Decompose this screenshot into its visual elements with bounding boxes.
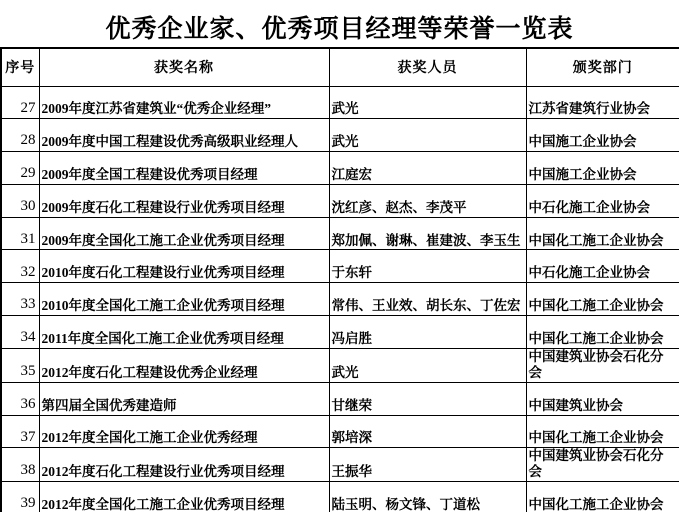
cell-dept: 中国化工施工企业协会 <box>526 217 679 250</box>
cell-award: 2012年度石化工程建设行业优秀项目经理 <box>39 448 329 482</box>
cell-dept: 中国化工施工企业协会 <box>526 415 679 448</box>
cell-serial: 34 <box>1 316 39 349</box>
cell-serial: 27 <box>1 86 39 119</box>
cell-dept: 中石化施工企业协会 <box>526 184 679 217</box>
cell-award: 2009年度江苏省建筑业“优秀企业经理” <box>39 86 329 119</box>
cell-dept: 中国施工企业协会 <box>526 119 679 152</box>
table-row <box>1 250 679 283</box>
table-row <box>1 348 679 382</box>
cell-award: 2009年度全国化工施工企业优秀项目经理 <box>39 217 329 250</box>
table-row <box>1 184 679 217</box>
cell-award: 2012年度全国化工施工企业优秀项目经理 <box>39 482 329 512</box>
cell-people: 王振华 <box>329 448 526 482</box>
table-row <box>1 119 679 152</box>
cell-people: 江庭宏 <box>329 152 526 185</box>
table-row <box>1 482 679 512</box>
cell-dept: 中国建筑业协会石化分会 <box>526 348 679 382</box>
table-row <box>1 382 679 415</box>
cell-people: 沈红彦、赵杰、李茂平 <box>329 184 526 217</box>
cell-people: 武光 <box>329 119 526 152</box>
cell-people: 陆玉明、杨文锋、丁道松 <box>329 482 526 512</box>
table-header <box>1 48 679 86</box>
cell-award: 第四届全国优秀建造师 <box>39 382 329 415</box>
cell-dept: 中国建筑业协会石化分会 <box>526 448 679 482</box>
cell-dept: 江苏省建筑行业协会 <box>526 86 679 119</box>
cell-serial: 39 <box>1 482 39 512</box>
header-award-people: 获奖人员 <box>329 48 526 86</box>
table-row <box>1 217 679 250</box>
cell-award: 2011年度全国化工施工企业优秀项目经理 <box>39 316 329 349</box>
table-body <box>1 86 679 512</box>
cell-dept: 中国化工施工企业协会 <box>526 316 679 349</box>
table-row <box>1 86 679 119</box>
cell-serial: 35 <box>1 348 39 382</box>
cell-award: 2010年度石化工程建设行业优秀项目经理 <box>39 250 329 283</box>
table-row <box>1 316 679 349</box>
cell-people: 甘继荣 <box>329 382 526 415</box>
cell-dept: 中国施工企业协会 <box>526 152 679 185</box>
header-award-dept: 颁奖部门 <box>526 48 679 86</box>
cell-people: 于东轩 <box>329 250 526 283</box>
cell-award: 2009年度石化工程建设行业优秀项目经理 <box>39 184 329 217</box>
cell-award: 2009年度全国工程建设优秀项目经理 <box>39 152 329 185</box>
cell-people: 郑加佩、谢琳、崔建波、李玉生 <box>329 217 526 250</box>
cell-dept: 中石化施工企业协会 <box>526 250 679 283</box>
cell-serial: 38 <box>1 448 39 482</box>
cell-serial: 37 <box>1 415 39 448</box>
cell-serial: 28 <box>1 119 39 152</box>
cell-dept: 中国化工施工企业协会 <box>526 283 679 316</box>
cell-serial: 33 <box>1 283 39 316</box>
header-serial: 序号 <box>1 48 39 86</box>
cell-people: 常伟、王业效、胡长东、丁佐宏 <box>329 283 526 316</box>
table-row <box>1 415 679 448</box>
page-title: 优秀企业家、优秀项目经理等荣誉一览表 <box>105 16 574 43</box>
cell-people: 武光 <box>329 86 526 119</box>
cell-award: 2009年度中国工程建设优秀高级职业经理人 <box>39 119 329 152</box>
cell-award: 2012年度石化工程建设优秀企业经理 <box>39 348 329 382</box>
cell-people: 冯启胜 <box>329 316 526 349</box>
table-row <box>1 448 679 482</box>
cell-dept: 中国建筑业协会 <box>526 382 679 415</box>
cell-serial: 36 <box>1 382 39 415</box>
cell-people: 郭培深 <box>329 415 526 448</box>
cell-serial: 29 <box>1 152 39 185</box>
table-row <box>1 152 679 185</box>
table-row <box>1 283 679 316</box>
cell-people: 武光 <box>329 348 526 382</box>
cell-dept: 中国化工施工企业协会 <box>526 482 679 512</box>
honor-table <box>0 47 679 512</box>
header-row <box>1 48 679 86</box>
cell-award: 2012年度全国化工施工企业优秀经理 <box>39 415 329 448</box>
cell-award: 2010年度全国化工施工企业优秀项目经理 <box>39 283 329 316</box>
header-award-name: 获奖名称 <box>39 48 329 86</box>
cell-serial: 30 <box>1 184 39 217</box>
cell-serial: 31 <box>1 217 39 250</box>
cell-serial: 32 <box>1 250 39 283</box>
